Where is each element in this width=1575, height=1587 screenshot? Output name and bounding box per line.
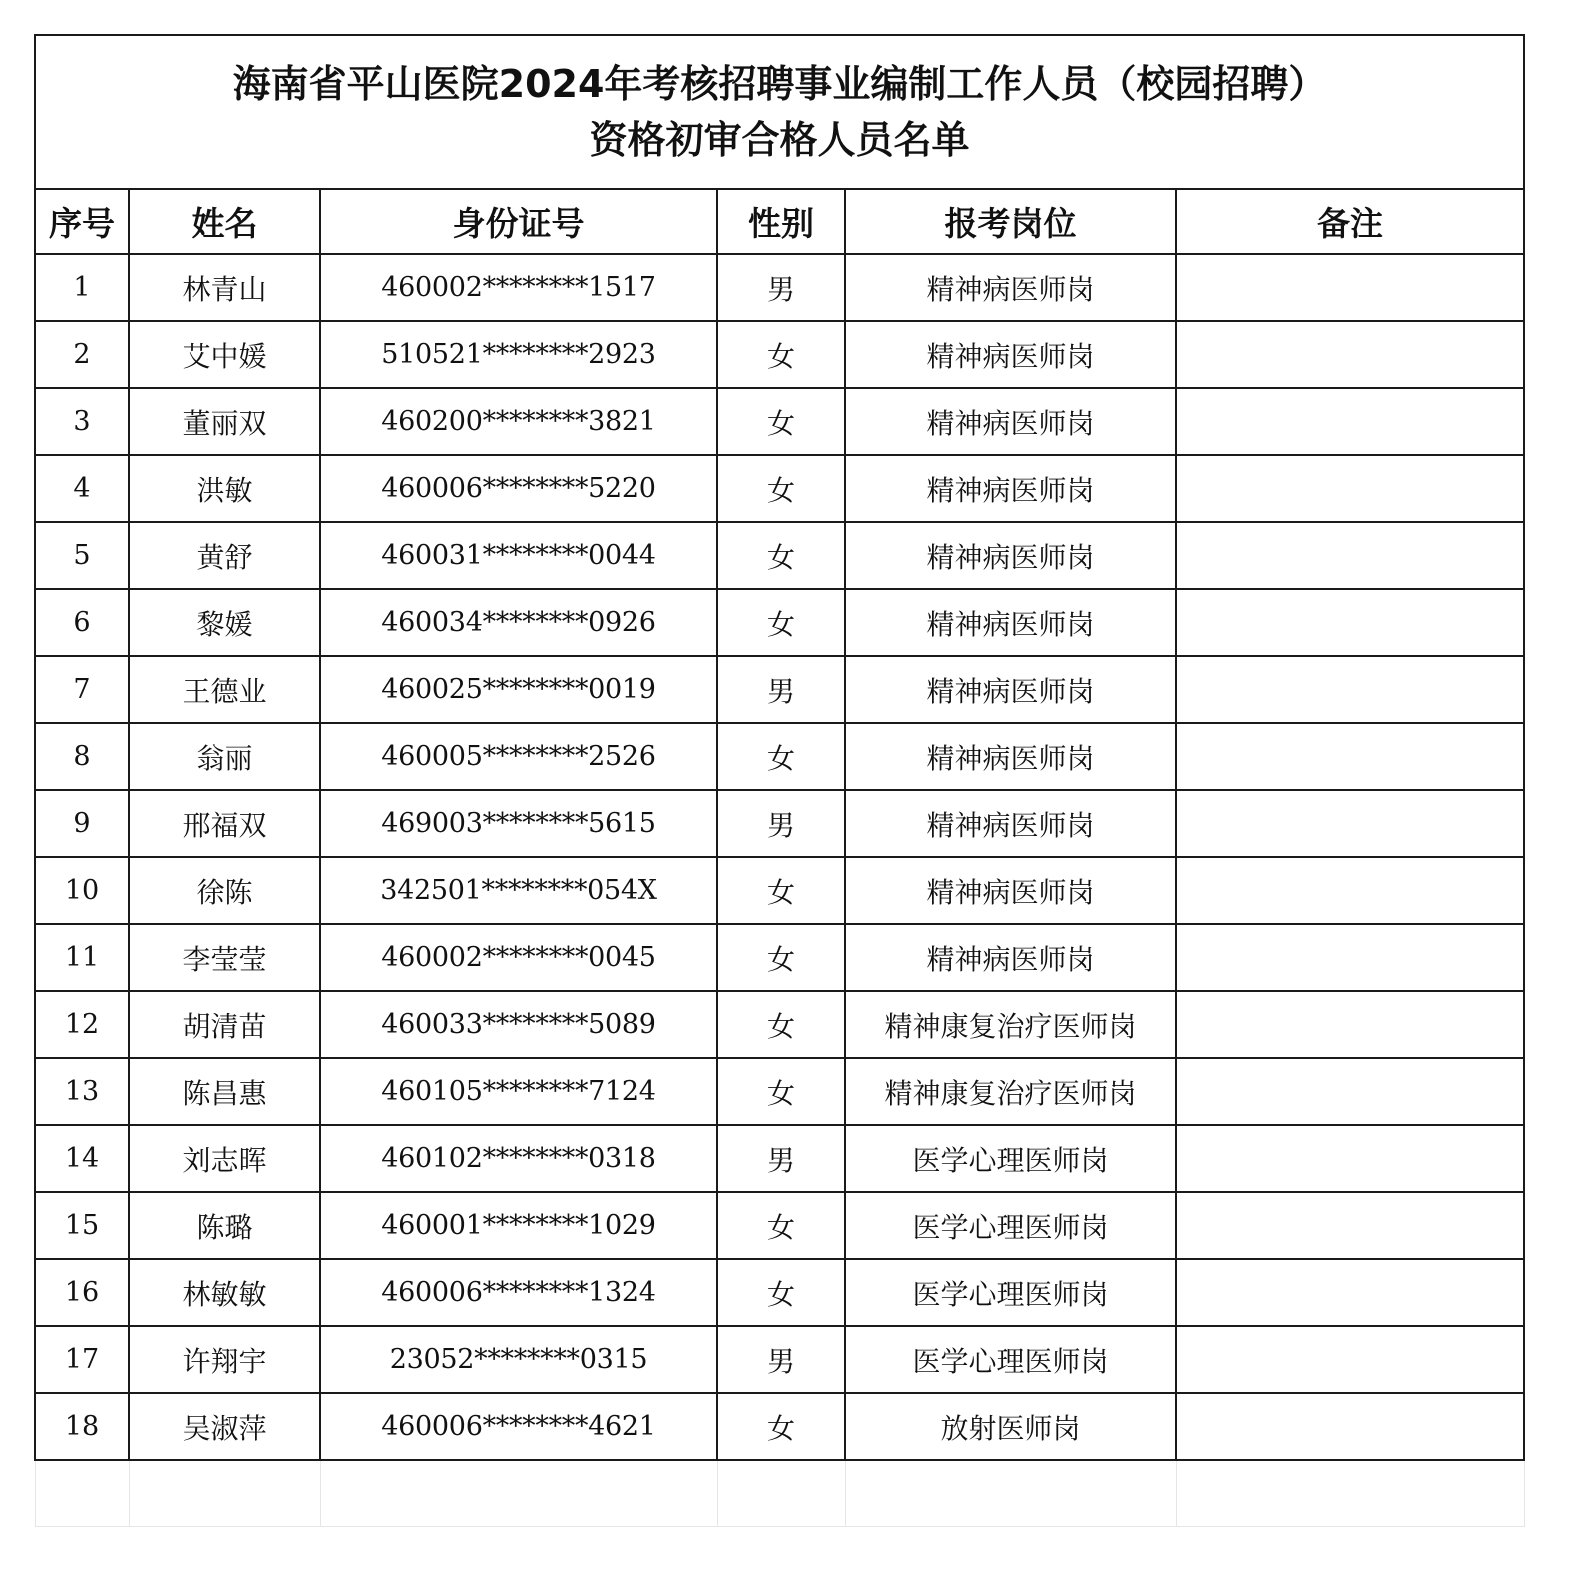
- row-gender: 女: [717, 1192, 845, 1259]
- row-number: 3: [35, 388, 129, 455]
- row-position: 医学心理医师岗: [845, 1192, 1176, 1259]
- row-remarks: [1176, 455, 1524, 522]
- qualified-list-table: [34, 34, 1525, 1527]
- table-row: [35, 1058, 1524, 1125]
- column-header-gender: 性别: [717, 189, 845, 254]
- row-gender: 女: [717, 589, 845, 656]
- row-remarks: [1176, 589, 1524, 656]
- table-row: [35, 857, 1524, 924]
- row-number: 12: [35, 991, 129, 1058]
- empty-row: [35, 1460, 1524, 1527]
- row-position: 精神病医师岗: [845, 589, 1176, 656]
- table-row: [35, 723, 1524, 790]
- row-gender: 男: [717, 1125, 845, 1192]
- row-number: 6: [35, 589, 129, 656]
- row-position: 放射医师岗: [845, 1393, 1176, 1460]
- row-id-number: 460002********1517: [320, 254, 717, 321]
- row-remarks: [1176, 924, 1524, 991]
- row-name: 陈昌惠: [129, 1058, 320, 1125]
- row-gender: 男: [717, 656, 845, 723]
- row-name: 刘志晖: [129, 1125, 320, 1192]
- row-name: 董丽双: [129, 388, 320, 455]
- row-position: 精神病医师岗: [845, 656, 1176, 723]
- row-id-number: 460006********1324: [320, 1259, 717, 1326]
- row-number: 14: [35, 1125, 129, 1192]
- column-header-position: 报考岗位: [845, 189, 1176, 254]
- row-remarks: [1176, 321, 1524, 388]
- row-remarks: [1176, 388, 1524, 455]
- row-name: 李莹莹: [129, 924, 320, 991]
- row-gender: 男: [717, 1326, 845, 1393]
- row-remarks: [1176, 1326, 1524, 1393]
- table-row: [35, 924, 1524, 991]
- row-id-number: 460033********5089: [320, 991, 717, 1058]
- row-gender: 男: [717, 254, 845, 321]
- row-id-number: 460105********7124: [320, 1058, 717, 1125]
- table-row: [35, 656, 1524, 723]
- row-number: 9: [35, 790, 129, 857]
- row-id-number: 460006********4621: [320, 1393, 717, 1460]
- row-gender: 女: [717, 857, 845, 924]
- row-id-number: 460102********0318: [320, 1125, 717, 1192]
- row-name: 徐陈: [129, 857, 320, 924]
- row-remarks: [1176, 656, 1524, 723]
- row-gender: 女: [717, 321, 845, 388]
- table-row: [35, 522, 1524, 589]
- column-header-number: 序号: [35, 189, 129, 254]
- header-row: [35, 189, 1524, 254]
- row-id-number: 23052********0315: [320, 1326, 717, 1393]
- row-remarks: [1176, 790, 1524, 857]
- table-row: [35, 455, 1524, 522]
- row-gender: 女: [717, 388, 845, 455]
- row-id-number: 469003********5615: [320, 790, 717, 857]
- row-position: 精神病医师岗: [845, 455, 1176, 522]
- table-row: [35, 1326, 1524, 1393]
- row-number: 17: [35, 1326, 129, 1393]
- row-id-number: 460025********0019: [320, 656, 717, 723]
- row-id-number: 460200********3821: [320, 388, 717, 455]
- table-row: [35, 1393, 1524, 1460]
- table-row: [35, 1192, 1524, 1259]
- row-number: 2: [35, 321, 129, 388]
- row-position: 医学心理医师岗: [845, 1259, 1176, 1326]
- row-position: 精神病医师岗: [845, 790, 1176, 857]
- table-row: [35, 321, 1524, 388]
- row-name: 林敏敏: [129, 1259, 320, 1326]
- row-gender: 女: [717, 924, 845, 991]
- empty-cell: [717, 1460, 845, 1527]
- row-number: 10: [35, 857, 129, 924]
- row-remarks: [1176, 522, 1524, 589]
- row-number: 13: [35, 1058, 129, 1125]
- table-row: [35, 790, 1524, 857]
- row-gender: 女: [717, 455, 845, 522]
- row-position: 医学心理医师岗: [845, 1125, 1176, 1192]
- row-id-number: 460034********0926: [320, 589, 717, 656]
- row-id-number: 460001********1029: [320, 1192, 717, 1259]
- row-position: 精神病医师岗: [845, 321, 1176, 388]
- row-position: 精神康复治疗医师岗: [845, 991, 1176, 1058]
- row-name: 黎媛: [129, 589, 320, 656]
- row-remarks: [1176, 1259, 1524, 1326]
- row-name: 许翔宇: [129, 1326, 320, 1393]
- empty-cell: [845, 1460, 1176, 1527]
- row-name: 陈璐: [129, 1192, 320, 1259]
- row-name: 胡清苗: [129, 991, 320, 1058]
- row-name: 林青山: [129, 254, 320, 321]
- row-position: 精神病医师岗: [845, 254, 1176, 321]
- row-number: 11: [35, 924, 129, 991]
- row-remarks: [1176, 1058, 1524, 1125]
- row-position: 精神病医师岗: [845, 857, 1176, 924]
- row-number: 1: [35, 254, 129, 321]
- row-position: 精神病医师岗: [845, 924, 1176, 991]
- title-row: [35, 35, 1524, 189]
- title-line-1: 海南省平山医院2024年考核招聘事业编制工作人员（校园招聘）: [232, 62, 1327, 106]
- empty-cell: [129, 1460, 320, 1527]
- row-gender: 男: [717, 790, 845, 857]
- row-position: 精神病医师岗: [845, 723, 1176, 790]
- row-remarks: [1176, 254, 1524, 321]
- row-name: 洪敏: [129, 455, 320, 522]
- table-row: [35, 1259, 1524, 1326]
- title-line-2: 资格初审合格人员名单: [589, 118, 970, 162]
- row-remarks: [1176, 991, 1524, 1058]
- row-name: 艾中媛: [129, 321, 320, 388]
- row-remarks: [1176, 723, 1524, 790]
- row-remarks: [1176, 1192, 1524, 1259]
- table-row: [35, 991, 1524, 1058]
- row-number: 7: [35, 656, 129, 723]
- row-number: 8: [35, 723, 129, 790]
- empty-cell: [35, 1460, 129, 1527]
- row-name: 邢福双: [129, 790, 320, 857]
- table-row: [35, 589, 1524, 656]
- table-row: [35, 388, 1524, 455]
- row-gender: 女: [717, 991, 845, 1058]
- row-gender: 女: [717, 1058, 845, 1125]
- column-header-name: 姓名: [129, 189, 320, 254]
- row-name: 黄舒: [129, 522, 320, 589]
- row-id-number: 460002********0045: [320, 924, 717, 991]
- empty-cell: [1176, 1460, 1524, 1527]
- empty-cell: [320, 1460, 717, 1527]
- row-number: 15: [35, 1192, 129, 1259]
- table-row: [35, 254, 1524, 321]
- row-id-number: 460005********2526: [320, 723, 717, 790]
- row-gender: 女: [717, 723, 845, 790]
- row-position: 精神病医师岗: [845, 388, 1176, 455]
- row-position: 精神病医师岗: [845, 522, 1176, 589]
- column-header-id-number: 身份证号: [320, 189, 717, 254]
- row-id-number: 510521********2923: [320, 321, 717, 388]
- row-number: 4: [35, 455, 129, 522]
- row-gender: 女: [717, 1259, 845, 1326]
- row-id-number: 342501********054X: [320, 857, 717, 924]
- row-gender: 女: [717, 1393, 845, 1460]
- row-position: 精神康复治疗医师岗: [845, 1058, 1176, 1125]
- row-name: 王德业: [129, 656, 320, 723]
- row-position: 医学心理医师岗: [845, 1326, 1176, 1393]
- page-title: [35, 35, 1524, 189]
- row-id-number: 460006********5220: [320, 455, 717, 522]
- row-gender: 女: [717, 522, 845, 589]
- row-name: 吴淑萍: [129, 1393, 320, 1460]
- row-remarks: [1176, 857, 1524, 924]
- row-remarks: [1176, 1393, 1524, 1460]
- row-number: 5: [35, 522, 129, 589]
- row-id-number: 460031********0044: [320, 522, 717, 589]
- table-row: [35, 1125, 1524, 1192]
- row-name: 翁丽: [129, 723, 320, 790]
- row-number: 16: [35, 1259, 129, 1326]
- row-remarks: [1176, 1125, 1524, 1192]
- column-header-remarks: 备注: [1176, 189, 1524, 254]
- row-number: 18: [35, 1393, 129, 1460]
